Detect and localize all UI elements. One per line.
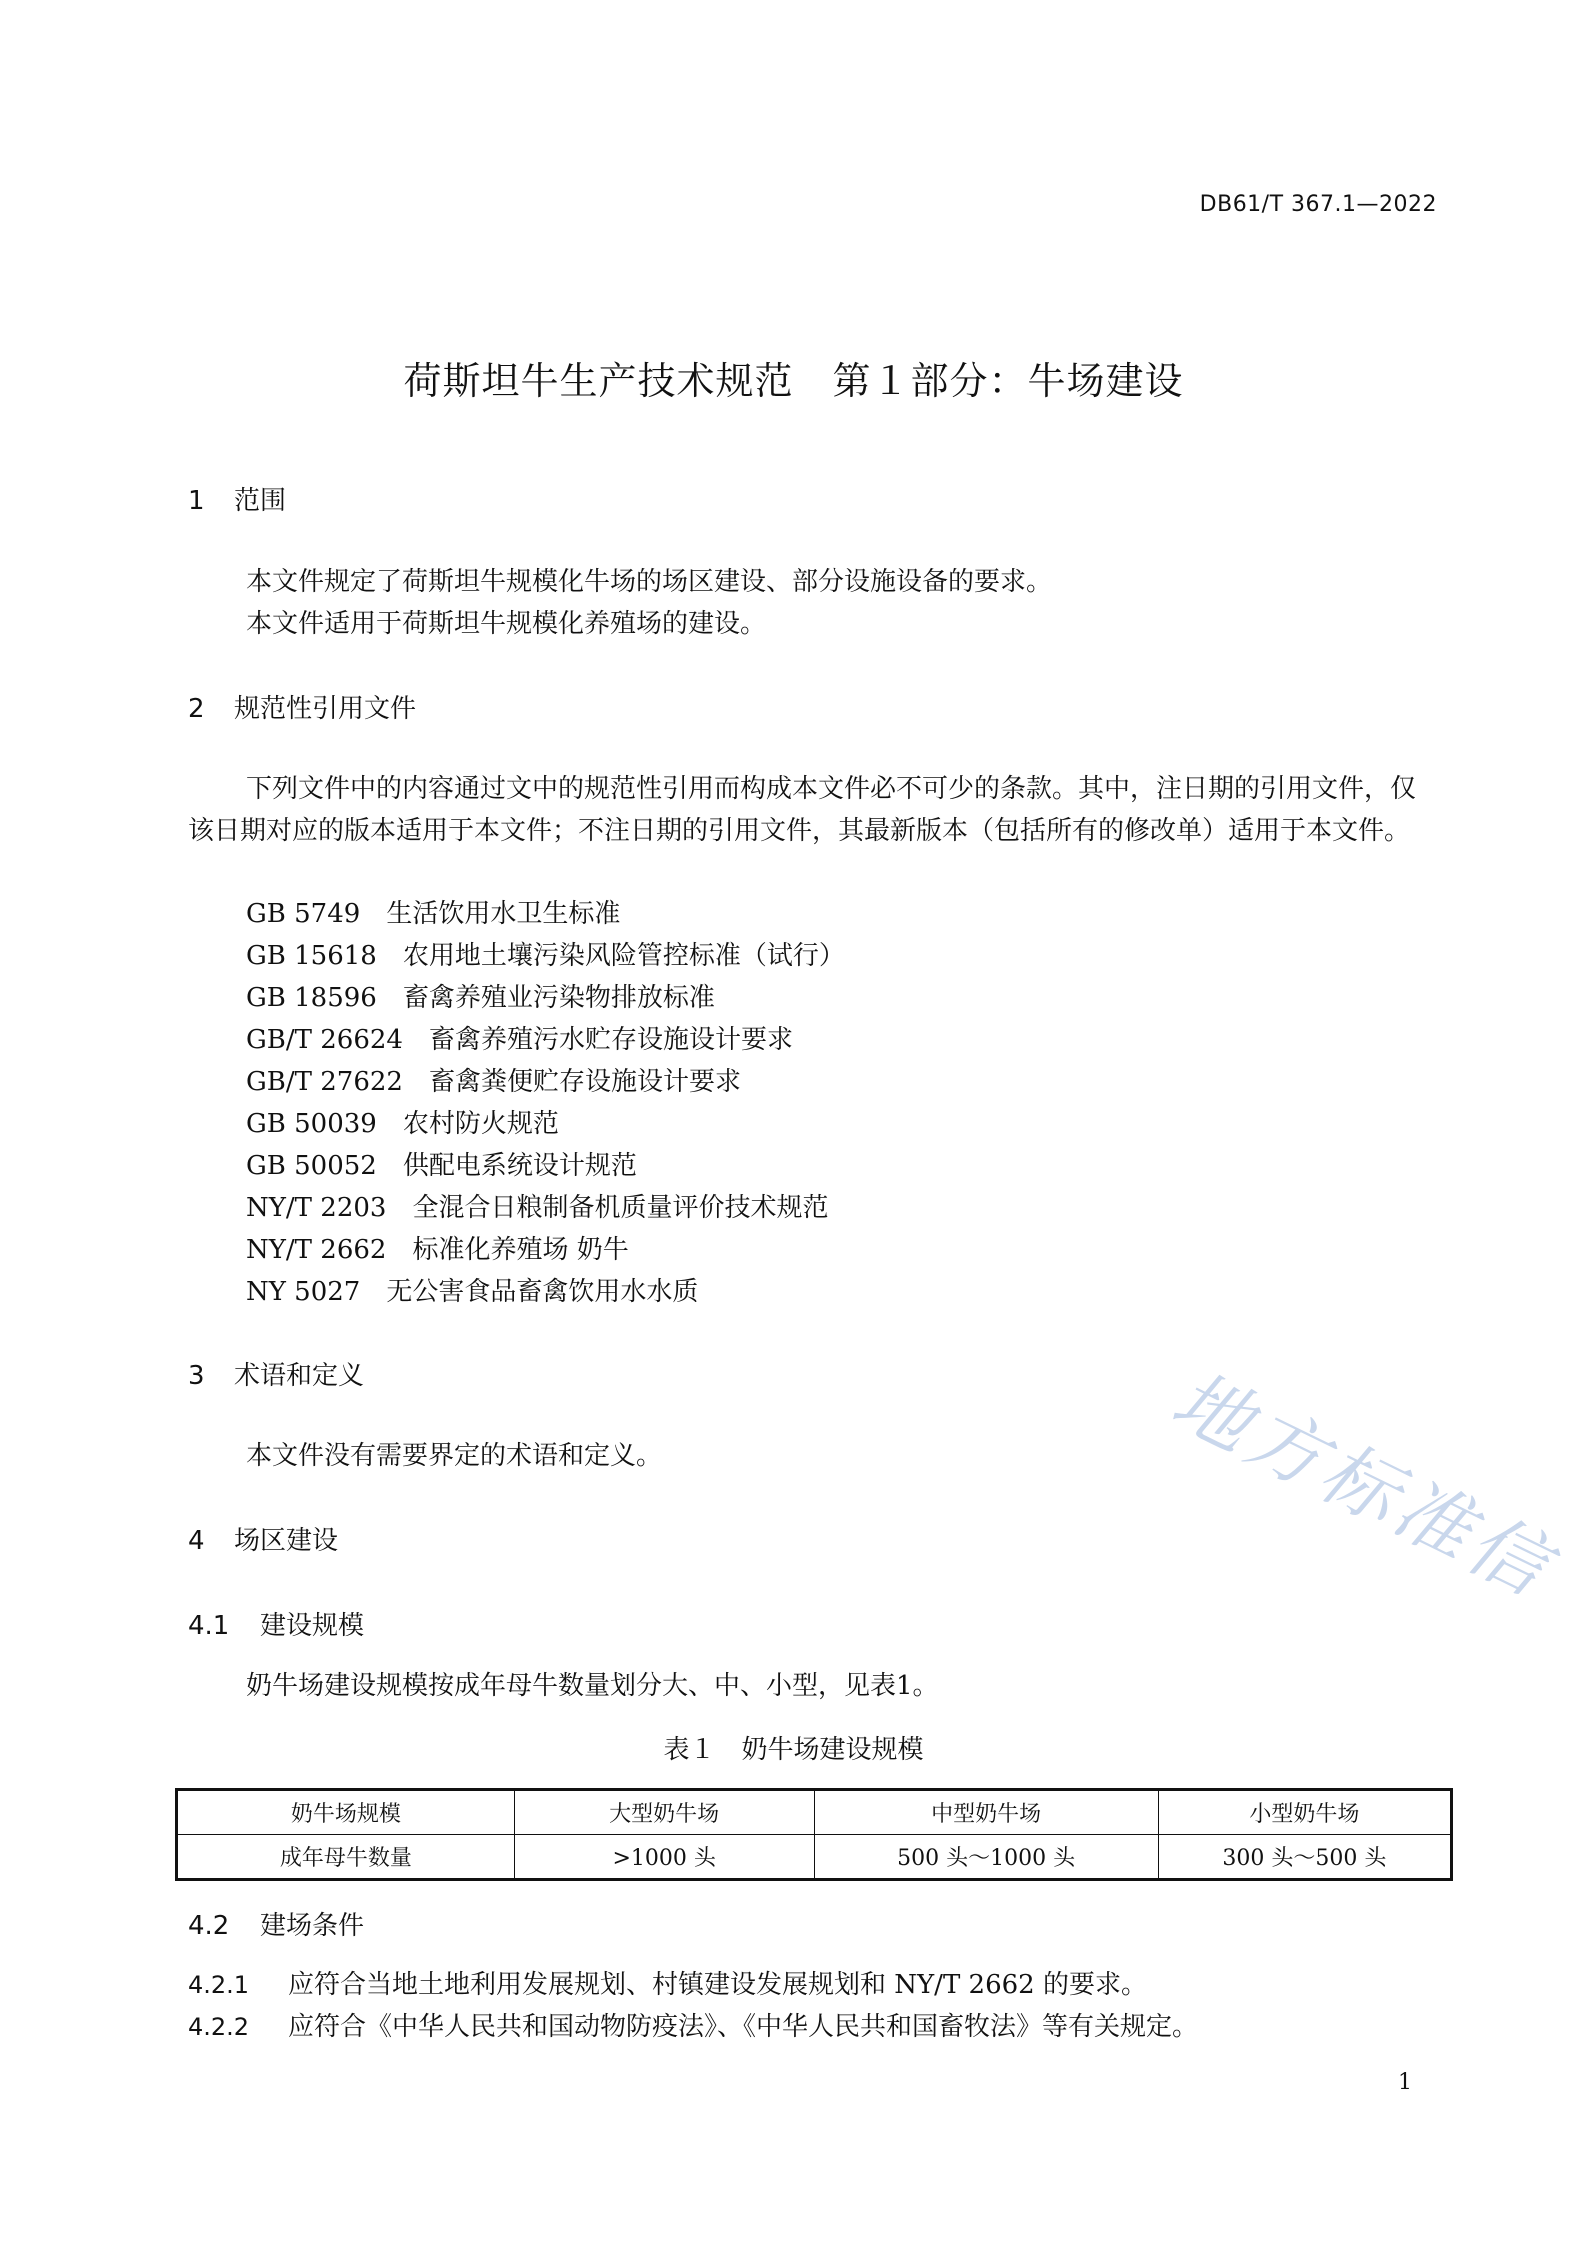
clause-text: 应符合当地土地利用发展规划、村镇建设发展规划和 NY/T 2662 的要求。 xyxy=(288,1970,1147,2000)
reference-code: NY 5027 xyxy=(246,1277,361,1307)
section-number: 2 xyxy=(188,694,205,724)
section-3-heading xyxy=(188,1355,364,1392)
scale-table xyxy=(175,1788,1453,1881)
section-1-paragraph-1: 本文件规定了荷斯坦牛规模化牛场的场区建设、部分设施设备的要求。 xyxy=(246,567,1053,597)
reference-code: GB 50039 xyxy=(246,1109,377,1139)
table-cell: >1000 头 xyxy=(514,1835,814,1880)
page-number: 1 xyxy=(1398,2070,1412,2095)
section-title: 建场条件 xyxy=(260,1911,365,1941)
section-2-paragraph: 下列文件中的内容通过文中的规范性引用而构成本文件必不可少的条款。其中，注日期的引用文件，仅该日期对应的版本适用于本文件；不注日期的引用文件，其最新版本（包括所有的修改单）适用于本文件。 xyxy=(188,774,1417,846)
reference-item xyxy=(246,1145,637,1187)
reference-item xyxy=(246,1271,698,1313)
table-header-cell: 奶牛场规模 xyxy=(177,1790,515,1835)
watermark: 地方标准信 xyxy=(1158,1354,1567,1615)
section-number: 4.2 xyxy=(188,1911,230,1941)
section-1-paragraph-2: 本文件适用于荷斯坦牛规模化养殖场的建设。 xyxy=(246,609,767,639)
section-title: 术语和定义 xyxy=(234,1361,365,1391)
reference-name: 无公害食品畜禽饮用水水质 xyxy=(386,1277,699,1307)
reference-name: 畜禽养殖污水贮存设施设计要求 xyxy=(428,1025,793,1055)
table-caption: 表１ 奶牛场建设规模 xyxy=(663,1735,924,1765)
clause-text: 应符合《中华人民共和国动物防疫法》、《中华人民共和国畜牧法》等有关规定。 xyxy=(288,2012,1199,2042)
clause-number: 4.2.1 xyxy=(188,1971,250,1999)
reference-code: GB 50052 xyxy=(246,1151,377,1181)
reference-name: 畜禽粪便贮存设施设计要求 xyxy=(428,1067,741,1097)
clause-item xyxy=(188,2006,1198,2048)
reference-item xyxy=(246,1103,559,1145)
table-header-cell: 小型奶牛场 xyxy=(1158,1790,1451,1835)
reference-code: GB 15618 xyxy=(246,941,377,971)
reference-name: 标准化养殖场 奶牛 xyxy=(412,1235,629,1265)
section-title: 建设规模 xyxy=(260,1611,365,1641)
reference-name: 生活饮用水卫生标准 xyxy=(386,899,621,929)
section-title: 规范性引用文件 xyxy=(234,694,417,724)
document-code: DB61/T 367.1—2022 xyxy=(1199,192,1437,217)
table-cell: 成年母牛数量 xyxy=(177,1835,515,1880)
reference-code: GB 5749 xyxy=(246,899,361,929)
section-4-heading xyxy=(188,1520,338,1557)
reference-name: 农村防火规范 xyxy=(402,1109,559,1139)
table-row xyxy=(177,1835,1452,1880)
section-number: 4.1 xyxy=(188,1611,230,1641)
section-4-1-paragraph: 奶牛场建设规模按成年母牛数量划分大、中、小型，见表1。 xyxy=(246,1671,939,1701)
section-number: 3 xyxy=(188,1361,205,1391)
clause-number: 4.2.2 xyxy=(188,2013,250,2041)
table-cell: 300 头～500 头 xyxy=(1158,1835,1451,1880)
reference-code: GB/T 26624 xyxy=(246,1025,403,1055)
section-number: 4 xyxy=(188,1526,205,1556)
reference-code: NY/T 2203 xyxy=(246,1193,387,1223)
reference-name: 农用地土壤污染风险管控标准（试行） xyxy=(402,941,845,971)
reference-code: NY/T 2662 xyxy=(246,1235,387,1265)
clause-item xyxy=(188,1964,1147,2006)
reference-name: 全混合日粮制备机质量评价技术规范 xyxy=(412,1193,829,1223)
section-3-paragraph: 本文件没有需要界定的术语和定义。 xyxy=(246,1441,663,1471)
reference-item xyxy=(246,935,845,977)
reference-code: GB/T 27622 xyxy=(246,1067,403,1097)
table-header-cell: 大型奶牛场 xyxy=(514,1790,814,1835)
reference-item xyxy=(246,1229,629,1271)
section-4-1-heading xyxy=(188,1605,364,1642)
section-2-heading xyxy=(188,688,416,725)
section-title: 范围 xyxy=(234,486,287,516)
table-cell: 500 头～1000 头 xyxy=(814,1835,1158,1880)
table-header-row xyxy=(177,1790,1452,1835)
table-header-cell: 中型奶牛场 xyxy=(814,1790,1158,1835)
reference-name: 畜禽养殖业污染物排放标准 xyxy=(402,983,715,1013)
reference-code: GB 18596 xyxy=(246,983,377,1013)
section-4-2-heading xyxy=(188,1905,364,1942)
reference-item xyxy=(246,977,715,1019)
reference-item xyxy=(246,1187,828,1229)
reference-name: 供配电系统设计规范 xyxy=(402,1151,637,1181)
section-1-heading xyxy=(188,480,286,517)
section-title: 场区建设 xyxy=(234,1526,339,1556)
reference-item xyxy=(246,1019,793,1061)
reference-item xyxy=(246,893,620,935)
section-number: 1 xyxy=(188,486,205,516)
document-title: 荷斯坦牛生产技术规范 第１部分：牛场建设 xyxy=(403,359,1184,403)
reference-item xyxy=(246,1061,741,1103)
